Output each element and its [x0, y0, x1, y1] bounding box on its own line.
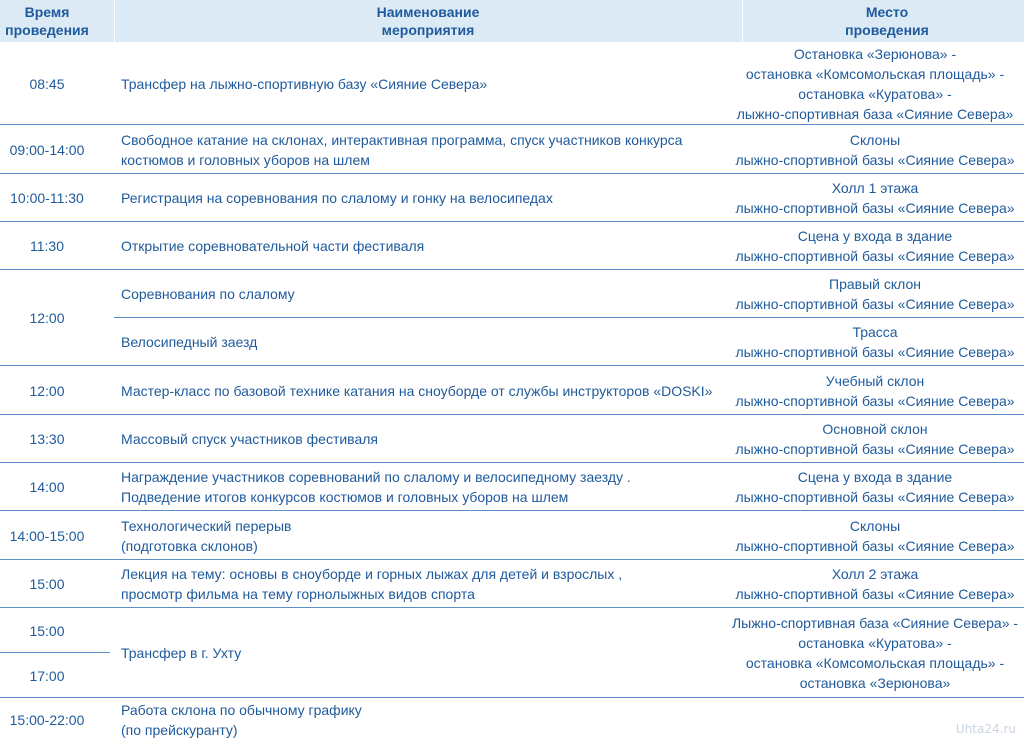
row-divider: [0, 462, 1024, 463]
cell-place-line: лыжно-спортивной базы «Сияние Севера»: [735, 586, 1015, 602]
cell-place: [726, 42, 1024, 125]
row-divider: [114, 317, 1024, 318]
cell-place-line: Основной склон: [822, 421, 928, 437]
cell-time: 14:00-15:00: [9, 527, 85, 544]
cell-place-line: лыжно-спортивной базы «Сияние Севера»: [735, 248, 1015, 264]
cell-place-line: остановка «Куратова» -: [798, 635, 952, 651]
cell-event-name: [121, 698, 741, 742]
cell-event-name-line: Велосипедный заезд: [121, 334, 258, 350]
cell-event-name-line: Мастер-класс по базовой технике катания на сноуборде от службы инструкторов «DOSKI»: [121, 382, 713, 399]
row-divider: [0, 510, 1024, 511]
cell-event-name: [121, 125, 741, 174]
cell-place: [726, 608, 1024, 698]
cell-time: 09:00-14:00: [9, 141, 85, 158]
cell-place-line: лыжно-спортивной базы «Сияние Севера»: [735, 441, 1015, 457]
cell-place: [726, 415, 1024, 463]
cell-time: 08:45: [29, 75, 65, 92]
cell-event-name: [121, 608, 741, 698]
cell-place: [726, 174, 1024, 222]
row-divider: [0, 652, 110, 653]
cell-event-name-line: Открытие соревновательной части фестиваля: [121, 238, 425, 254]
cell-event-name-line: Трансфер на лыжно-спортивную базу «Сияние Севера»: [121, 75, 488, 92]
cell-place-line: остановка «Комсомольская площадь» -: [745, 65, 1005, 82]
cell-place: [726, 270, 1024, 318]
cell-event-name-line: костюмов и головных уборов на шлем: [121, 151, 370, 168]
cell-event-name: [121, 222, 741, 270]
cell-event-name-line: Соревнования по слалому: [121, 286, 295, 302]
cell-event-name: [121, 318, 741, 366]
cell-event-name-line: Лекция на тему: основы в сноуборде и горных лыжах для детей и взрослых ,: [121, 566, 623, 582]
cell-event-name: [121, 42, 741, 125]
cell-event-name-line: просмотр фильма на тему горнолыжных видов спорта: [121, 586, 475, 602]
header-name-line-2: мероприятия: [381, 22, 475, 38]
header-place-line-1: Место: [865, 4, 909, 20]
cell-place: [726, 222, 1024, 270]
cell-place: [726, 511, 1024, 560]
cell-time: 15:00: [29, 576, 65, 592]
cell-event-name-line: Трансфер в г. Ухту: [121, 645, 242, 661]
cell-time: 12:00: [29, 382, 65, 399]
cell-place: [726, 366, 1024, 415]
cell-event-name: [121, 511, 741, 560]
row-divider: [0, 269, 1024, 270]
cell-event-name-line: Свободное катание на склонах, интерактивная программа, спуск участников конкурса: [121, 131, 683, 148]
header-time-line-2: проведения: [5, 22, 89, 38]
watermark: Uhta24.ru: [955, 722, 1016, 736]
cell-place-line: Учебный склон: [825, 372, 925, 389]
table-header: [0, 0, 1024, 42]
cell-place-line: лыжно-спортивной базы «Сияние Севера»: [735, 344, 1015, 360]
cell-time: 17:00: [29, 667, 65, 684]
row-divider: [0, 607, 1024, 608]
cell-place-line: Склоны: [849, 517, 901, 534]
cell-place-line: лыжно-спортивной базы «Сияние Севера»: [735, 151, 1015, 168]
cell-place-line: лыжно-спортивная база «Сияние Севера»: [736, 105, 1014, 122]
cell-event-name-line: Массовый спуск участников фестиваля: [121, 431, 378, 447]
row-divider: [0, 697, 1024, 698]
cell-place-line: лыжно-спортивной базы «Сияние Севера»: [735, 392, 1015, 409]
cell-place-line: лыжно-спортивной базы «Сияние Севера»: [735, 489, 1015, 505]
cell-event-name-line: (подготовка склонов): [121, 537, 258, 554]
cell-place: [726, 560, 1024, 608]
cell-place-line: Склоны: [849, 131, 901, 148]
cell-place-line: Холл 1 этажа: [831, 180, 919, 196]
header-place: [750, 0, 1024, 42]
cell-event-name-line: (по прейскуранту): [121, 722, 238, 738]
cell-place-line: остановка «Зерюнова»: [799, 675, 951, 691]
cell-event-name: [121, 463, 741, 511]
cell-place-line: Трасса: [852, 324, 898, 340]
row-divider: [0, 221, 1024, 222]
row-divider: [0, 124, 1024, 125]
header-place-line-2: проведения: [845, 22, 929, 38]
cell-time: 13:30: [29, 431, 65, 447]
cell-place-line: Остановка «Зерюнова» -: [793, 45, 957, 62]
header-name-line-1: Наименование: [376, 4, 480, 20]
cell-time: 15:00: [29, 622, 65, 639]
cell-event-name-line: Подведение итогов конкурсов костюмов и головных уборов на шлем: [121, 489, 569, 505]
cell-time: 12:00: [29, 310, 65, 326]
header-separator: [742, 0, 743, 42]
cell-place-line: Правый склон: [829, 276, 921, 292]
header-time-line-1: Время: [24, 4, 70, 20]
cell-place-line: лыжно-спортивной базы «Сияние Севера»: [735, 296, 1015, 312]
cell-place-line: Сцена у входа в здание: [797, 228, 953, 244]
cell-event-name: [121, 270, 741, 318]
cell-time: 15:00-22:00: [9, 712, 85, 728]
row-divider: [0, 559, 1024, 560]
cell-event-name: [121, 560, 741, 608]
cell-place: [726, 463, 1024, 511]
cell-time: 10:00-11:30: [10, 190, 84, 206]
cell-time: 14:00: [29, 479, 65, 495]
cell-event-name: [121, 415, 741, 463]
cell-place-line: Лыжно-спортивная база «Сияние Севера» -: [731, 615, 1019, 631]
row-divider: [0, 173, 1024, 174]
row-divider: [0, 414, 1024, 415]
cell-place-line: остановка «Комсомольская площадь» -: [745, 655, 1005, 671]
cell-place: [726, 125, 1024, 174]
header-time: [0, 0, 94, 42]
header-name: [114, 0, 742, 42]
cell-place-line: остановка «Куратова» -: [798, 85, 952, 102]
cell-place: [726, 318, 1024, 366]
cell-place-line: лыжно-спортивной базы «Сияние Севера»: [735, 200, 1015, 216]
cell-event-name-line: Регистрация на соревнования по слалому и гонку на велосипедах: [121, 190, 553, 206]
cell-place-line: Холл 2 этажа: [831, 566, 919, 582]
cell-event-name: [121, 366, 741, 415]
cell-time: 11:30: [30, 238, 64, 254]
cell-place-line: лыжно-спортивной базы «Сияние Севера»: [735, 537, 1015, 554]
row-divider: [0, 365, 1024, 366]
cell-event-name: [121, 174, 741, 222]
cell-event-name-line: Работа склона по обычному графику: [121, 702, 362, 718]
cell-event-name-line: Награждение участников соревнований по слалому и велосипедному заезду .: [121, 469, 631, 485]
cell-event-name-line: Технологический перерыв: [121, 517, 292, 534]
cell-place-line: Сцена у входа в здание: [797, 469, 953, 485]
